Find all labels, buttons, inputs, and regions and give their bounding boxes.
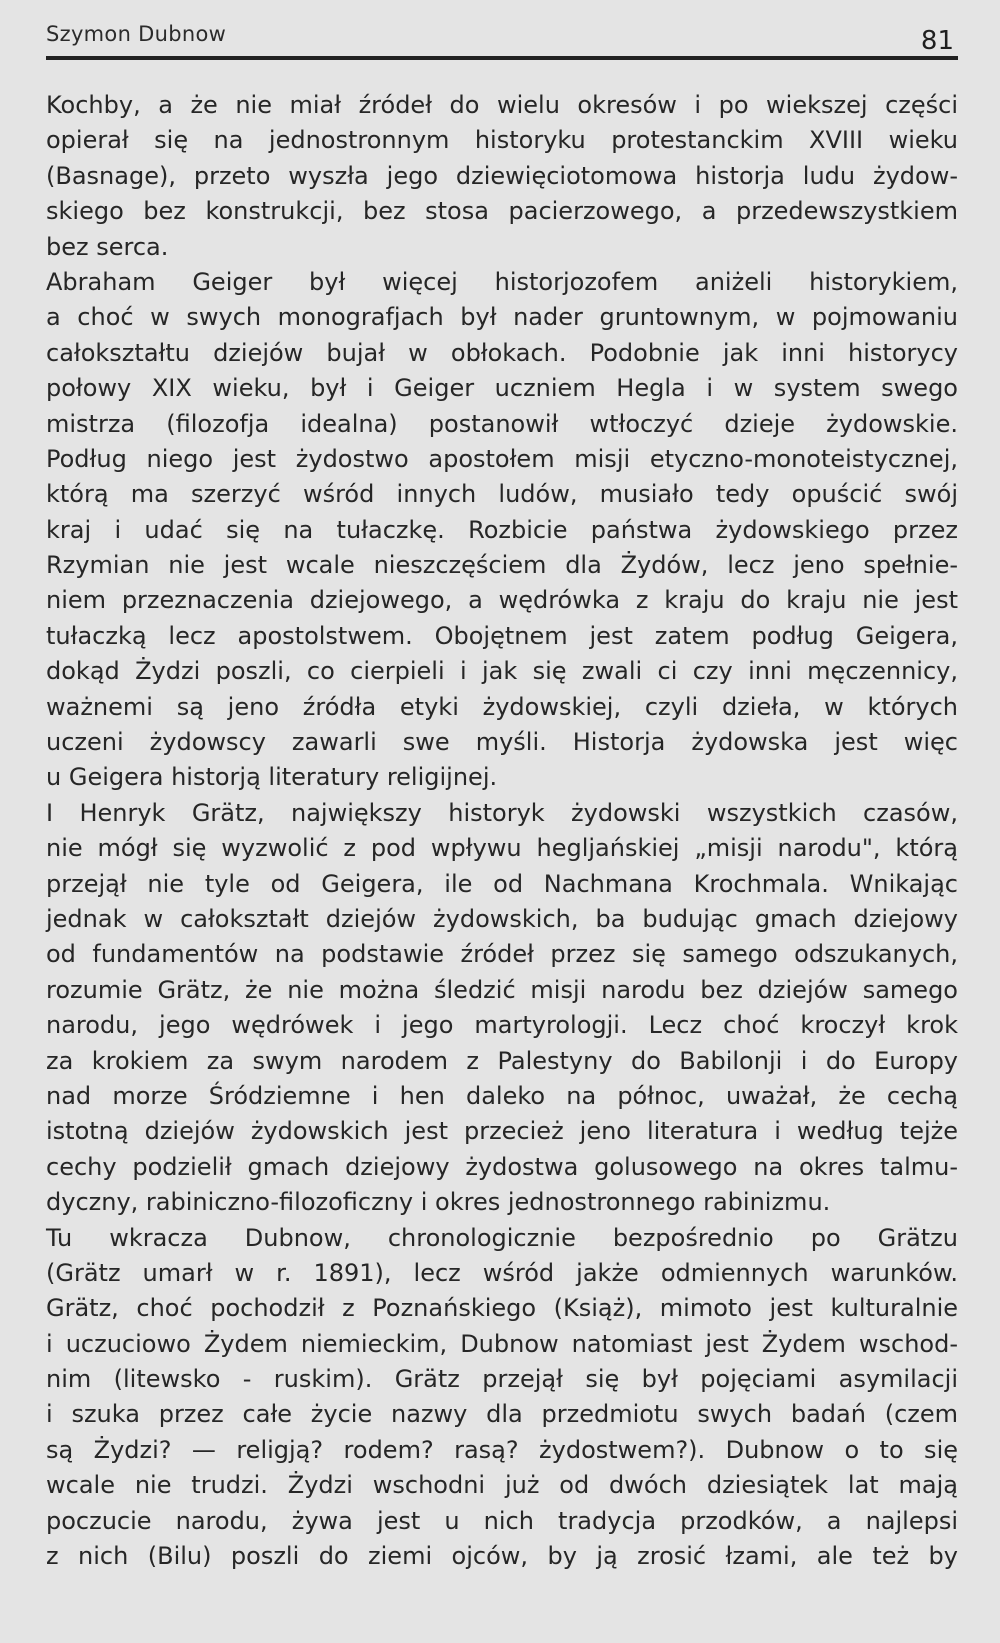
- text-line: Grätz, choć pochodził z Poznańskiego (Książ), mimoto jest kulturalnie: [46, 1294, 958, 1323]
- text-line: Abraham Geiger był więcej historjozofem aniżeli historykiem,: [46, 267, 958, 296]
- text-line: nim (litewsko - ruskim). Grätz przejął się był pojęciami asymilacji: [46, 1365, 958, 1394]
- body-text: [46, 88, 958, 1574]
- text-line: połowy XIX wieku, był i Geiger uczniem Hegla i w system swego: [46, 374, 958, 403]
- text-line: Rzymian nie jest wcale nieszczęściem dla Żydów, lecz jeno spełnie-: [46, 551, 958, 580]
- text-line: i szuka przez całe życie nazwy dla przedmiotu swych badań (czem: [46, 1400, 958, 1429]
- text-line: I Henryk Grätz, największy historyk żydowski wszystkich czasów,: [46, 798, 958, 827]
- text-line: a choć w swych monografjach był nader gruntownym, w pojmowaniu: [46, 303, 958, 332]
- text-line: wcale nie trudzi. Żydzi wschodni już od dwóch dziesiątek lat mają: [46, 1471, 958, 1500]
- text-line: poczucie narodu, żywa jest u nich tradycja przodków, a najlepsi: [46, 1506, 958, 1535]
- text-line: u Geigera historją literatury religijnej.: [46, 763, 498, 792]
- text-line: dokąd Żydzi poszli, co cierpieli i jak się zwali ci czy inni męczennicy,: [46, 657, 958, 686]
- text-line: narodu, jego wędrówek i jego martyrologji. Lecz choć kroczył krok: [46, 1011, 958, 1040]
- text-line: (Basnage), przeto wyszła jego dziewięciotomowa historja ludu żydow-: [46, 161, 958, 190]
- text-line: jednak w całokształt dziejów żydowskich, ba budując gmach dziejowy: [46, 904, 958, 933]
- header-rule: [46, 56, 958, 60]
- text-line: od fundamentów na podstawie źródeł przez się samego odszukanych,: [46, 940, 958, 969]
- text-line: którą ma szerzyć wśród innych ludów, musiało tedy opuścić swój: [46, 480, 958, 509]
- text-line: są Żydzi? — religją? rodem? rasą? żydostwem?). Dubnow o to się: [46, 1435, 958, 1464]
- page-header: [46, 20, 958, 60]
- text-line: Podług niego jest żydostwo apostołem misji etyczno-monoteistycznej,: [46, 444, 958, 473]
- running-head: Szymon Dubnow: [46, 22, 227, 46]
- text-line: Kochby, a że nie miał źródeł do wielu okresów i po wiekszej części: [46, 91, 958, 119]
- text-line: opierał się na jednostronnym historyku protestanckim XVIII wieku: [46, 126, 958, 155]
- text-line: niem przeznaczenia dziejowego, a wędrówka z kraju do kraju nie jest: [46, 586, 958, 615]
- text-line: rozumie Grätz, że nie można śledzić misji narodu bez dziejów samego: [46, 975, 958, 1004]
- text-line: nie mógł się wyzwolić z pod wpływu hegljańskiej „misji narodu", którą: [46, 834, 958, 863]
- text-line: (Grätz umarł w r. 1891), lecz wśród jakże odmiennych warunków.: [46, 1258, 958, 1287]
- page-number: 81: [920, 26, 954, 56]
- text-line: skiego bez konstrukcji, bez stosa pacierzowego, a przedewszystkiem: [46, 197, 958, 226]
- text-line: bez serca.: [46, 232, 169, 261]
- text-line: nad morze Śródziemne i hen daleko na północ, uważał, że cechą: [46, 1081, 958, 1110]
- text-line: całokształtu dziejów bujał w obłokach. Podobnie jak inni historycy: [46, 338, 958, 367]
- text-line: dyczny, rabiniczno-filozoficzny i okres jednostronnego rabinizmu.: [46, 1188, 831, 1217]
- text-line: i uczuciowo Żydem niemieckim, Dubnow natomiast jest Żydem wschod-: [46, 1329, 958, 1358]
- text-line: Tu wkracza Dubnow, chronologicznie bezpośrednio po Grätzu: [46, 1223, 958, 1252]
- text-line: tułaczką lecz apostolstwem. Obojętnem jest zatem podług Geigera,: [46, 621, 958, 650]
- text-line: przejął nie tyle od Geigera, ile od Nachmana Krochmala. Wnikając: [46, 869, 958, 898]
- text-line: istotną dziejów żydowskich jest przecież jeno literatura i według tejże: [46, 1117, 958, 1146]
- text-line: kraj i udać się na tułaczkę. Rozbicie państwa żydowskiego przez: [46, 515, 958, 544]
- text-line: cechy podzielił gmach dziejowy żydostwa golusowego na okres talmu-: [46, 1152, 958, 1181]
- text-line: mistrza (filozofja idealna) postanowił wtłoczyć dzieje żydowskie.: [46, 409, 958, 438]
- text-line: z nich (Bilu) poszli do ziemi ojców, by ją zrosić łzami, ale też by: [46, 1542, 958, 1571]
- text-line: ważnemi są jeno źródła etyki żydowskiej, czyli dzieła, w których: [46, 692, 958, 721]
- text-line: za krokiem za swym narodem z Palestyny do Babilonji i do Europy: [46, 1046, 958, 1075]
- text-line: uczeni żydowscy zawarli swe myśli. Historja żydowska jest więc: [46, 728, 958, 757]
